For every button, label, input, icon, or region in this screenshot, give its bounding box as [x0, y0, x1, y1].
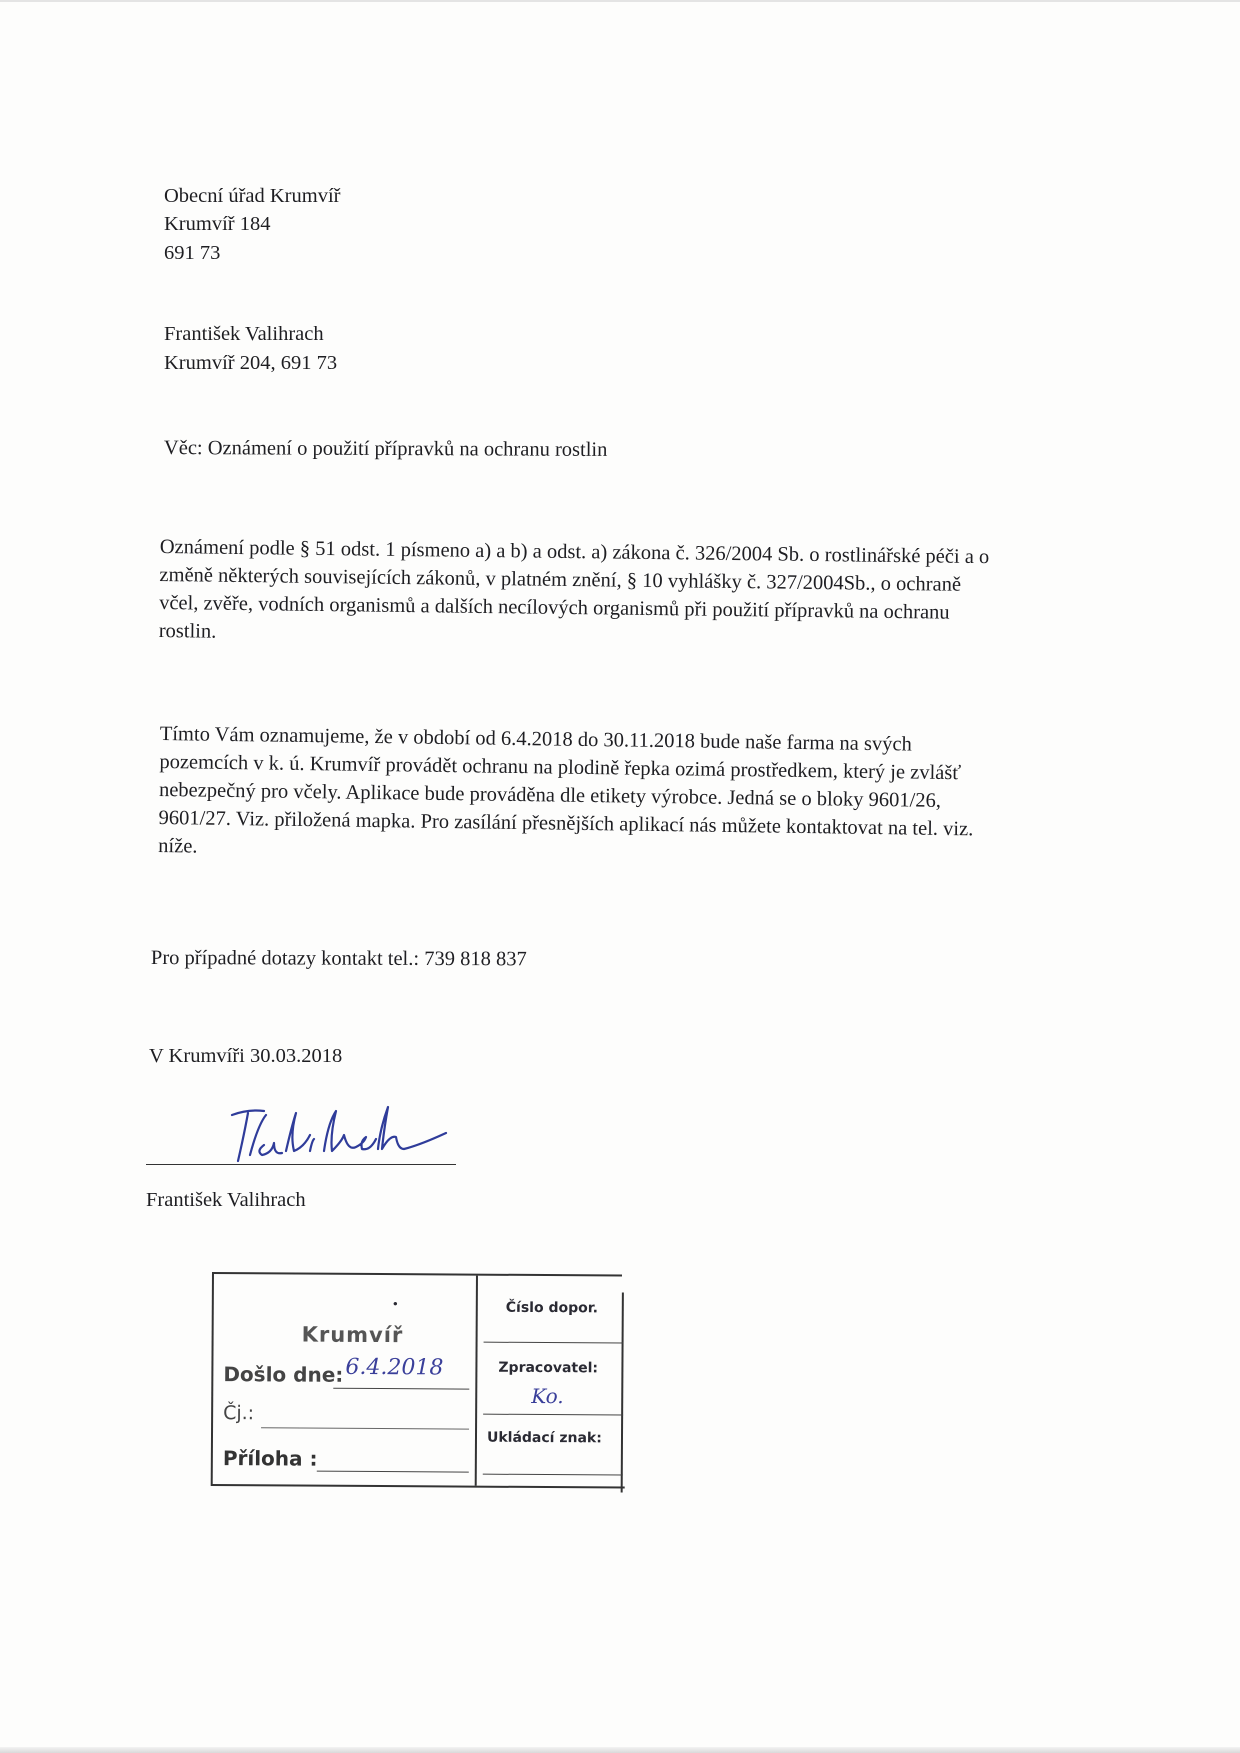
processor-rule [483, 1414, 623, 1416]
ref-rule [261, 1427, 469, 1429]
signer-name: František Valihrach [146, 1189, 306, 1211]
paragraph-line: Oznámení podle § 51 odst. 1 písmeno a) a b) a odst. a) zákona č. 326/2004 Sb. o rostlinářské péči a o [159, 535, 990, 569]
signature-text: Valihrach [220, 1169, 224, 1170]
paragraph-line: 9601/27. Viz. přiložená mapka. Pro zasílání přesnějších aplikací nás můžete kontaktovat na tel. viz. [158, 806, 974, 841]
processor-initials-handwritten: Ko. [531, 1383, 564, 1409]
handwritten-signature [220, 1095, 470, 1170]
received-label: Došlo dne: [223, 1362, 344, 1387]
signature-stroke [324, 1111, 376, 1151]
stamp-frame [211, 1484, 625, 1489]
sender-address: Krumvíř 204, 691 73 [164, 352, 338, 374]
received-rule [333, 1388, 469, 1390]
stamp-divider [475, 1276, 478, 1486]
registry-stamp [211, 1272, 622, 1497]
paragraph-line: pozemcích v k. ú. Krumvíř provádět ochranu na plodině řepka ozimá prostředkem, který je zvlášť [159, 750, 962, 785]
scan-edge [0, 0, 1240, 2]
legal-basis-paragraph [159, 533, 1110, 657]
paragraph-line: nebezpečný pro včely. Aplikace bude prováděna dle etikety výrobce. Jedná se o bloky 9601/26, [158, 778, 942, 812]
filing-rule [483, 1474, 623, 1476]
processor-label: Zpracovatel: [498, 1359, 599, 1377]
stamp-dot: • [391, 1297, 399, 1312]
place-date: V Krumvíři 30.03.2018 [149, 1045, 343, 1067]
contact-line: Pro případné dotazy kontakt tel.: 739 818 837 [150, 947, 527, 971]
signature-stroke [250, 1115, 266, 1155]
signature-stroke [286, 1113, 310, 1151]
signature-stroke [238, 1113, 248, 1161]
paragraph-line: včel, zvěře, vodních organismů a dalších necílových organismů při použití přípravků na ochranu [159, 591, 950, 624]
attachment-label: Příloha : [222, 1446, 318, 1471]
signature-stroke [378, 1107, 446, 1149]
letter-number-label: Číslo dopor. [505, 1299, 599, 1317]
scan-edge [0, 1747, 1240, 1753]
stamp-frame [211, 1272, 214, 1484]
stamp-town: Krumvíř [301, 1322, 404, 1348]
paragraph-line: Tímto Vám oznamujeme, že v období od 6.4.2018 do 30.11.2018 bude naše farma na svých [159, 722, 912, 756]
subject-line: Věc: Oznámení o použití přípravků na ochranu rostlin [163, 436, 608, 461]
recipient-name: Obecní úřad Krumvíř [164, 185, 341, 207]
signature-stroke [259, 1143, 282, 1155]
stamp-frame [212, 1272, 622, 1277]
signature-line [146, 1164, 456, 1165]
received-date-handwritten: 6.4.2018 [345, 1354, 444, 1381]
paragraph-line: rostlin. [158, 619, 217, 643]
recipient-zip: 691 73 [164, 242, 221, 264]
paragraph-line: změně některých souvisejících zákonů, v platném znění, § 10 vyhlášky č. 327/2004Sb., o ochraně [159, 563, 962, 596]
signature-stroke [310, 1139, 314, 1151]
ref-label: Čj.: [223, 1402, 255, 1425]
filing-label: Ukládací znak: [486, 1429, 602, 1447]
stamp-frame [621, 1293, 624, 1493]
sender-name: František Valihrach [164, 323, 324, 345]
notice-paragraph [158, 720, 1110, 873]
paragraph-line: níže. [158, 834, 198, 858]
recipient-address: Krumvíř 184 [164, 213, 271, 235]
letter-number-rule [484, 1342, 624, 1344]
attachment-rule [317, 1471, 469, 1473]
